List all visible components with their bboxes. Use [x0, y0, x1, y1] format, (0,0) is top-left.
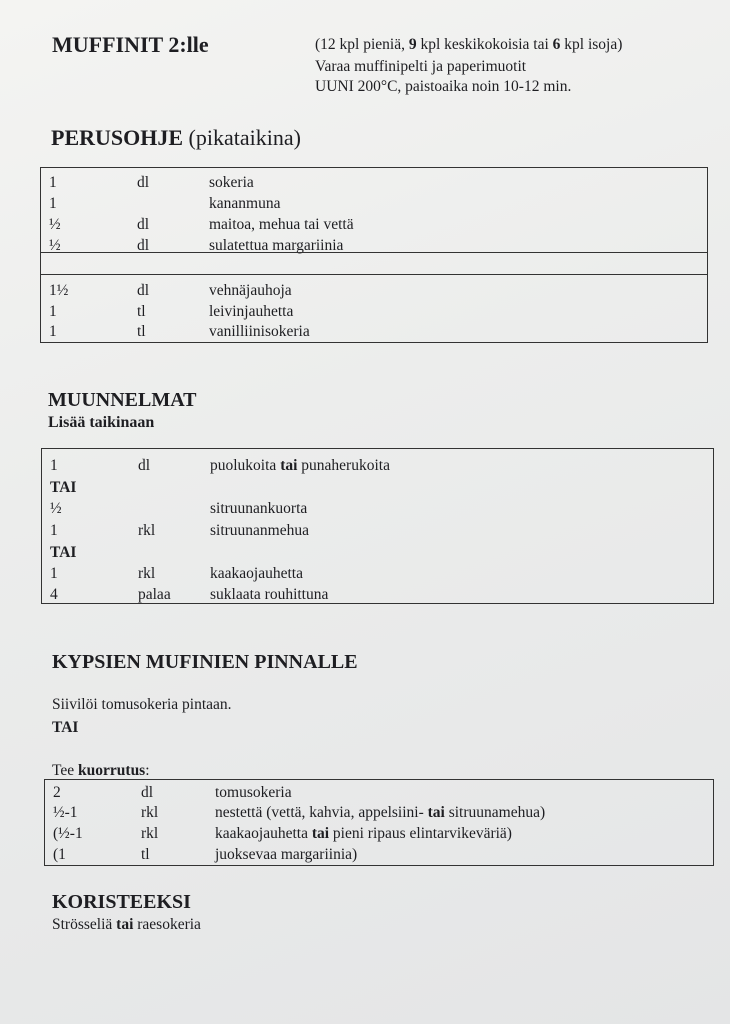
unit: dl	[141, 784, 154, 801]
basic-title-rest: (pikataikina)	[183, 125, 301, 150]
frosting-table	[44, 779, 714, 866]
qty: ½	[50, 500, 62, 517]
qty: 4	[50, 586, 58, 603]
qty: 1	[50, 522, 58, 539]
unit: tl	[137, 323, 146, 340]
unit: palaa	[138, 586, 171, 603]
table-divider	[41, 274, 707, 275]
ingredient: sulatettua margariinia	[209, 237, 344, 254]
topping-heading: KYPSIEN MUFINIEN PINNALLE	[52, 651, 358, 673]
qty: (½-1	[53, 825, 83, 842]
ingredient: sitruunanmehua	[210, 522, 310, 539]
unit: dl	[137, 282, 150, 299]
unit: dl	[137, 216, 150, 233]
ingredient: juoksevaa margariinia)	[215, 846, 358, 863]
decoration-text	[52, 916, 201, 934]
qty: ½	[49, 237, 61, 254]
yield-open: (12 kpl pieniä,	[315, 36, 409, 53]
unit: rkl	[141, 825, 159, 842]
unit: rkl	[141, 804, 159, 821]
qty: ½-1	[53, 804, 78, 821]
ingredient	[210, 457, 390, 475]
qty: (1	[53, 846, 66, 863]
ingredient: suklaata rouhittuna	[210, 586, 329, 603]
ingredient-part: pieni ripaus elintarvikeväriä)	[329, 825, 512, 842]
ingredient-part: punaherukoita	[297, 457, 390, 474]
topping-or-label: TAI	[52, 719, 79, 736]
ingredient-part: kaakaojauhetta	[215, 825, 312, 842]
ingredient-part: puolukoita	[210, 457, 281, 474]
ingredient-part: sitruunamehua)	[444, 804, 546, 821]
unit: dl	[137, 237, 150, 254]
ingredient: tomusokeria	[215, 784, 292, 801]
ingredient: kananmuna	[209, 195, 281, 212]
recipe-title: MUFFINIT 2:lle	[52, 32, 209, 57]
decoration-text-a: Strösseliä	[52, 916, 117, 933]
ingredient-part: nestettä (vettä, kahvia, appelsiini-	[215, 804, 428, 821]
equipment-line: Varaa muffinipelti ja paperimuotit	[315, 58, 527, 75]
unit: tl	[137, 303, 146, 320]
frosting-intro	[52, 762, 150, 780]
variations-subheading: Lisää taikinaan	[48, 414, 155, 431]
basic-title-bold: PERUSOHJE	[51, 125, 184, 150]
qty: 1	[49, 195, 57, 212]
frosting-intro-b: :	[145, 762, 150, 779]
or-word: tai	[311, 825, 330, 842]
variations-table	[41, 448, 714, 604]
oven-line: UUNI 200°C, paistoaika noin 10-12 min.	[315, 78, 572, 95]
qty: 1	[49, 323, 57, 340]
yield-mid: kpl keskikokoisia tai	[416, 36, 553, 53]
qty: ½	[49, 216, 61, 233]
yield-large-count: 6	[552, 36, 561, 53]
ingredient	[215, 825, 512, 843]
or-word: tai	[280, 457, 298, 474]
sieve-instruction: Siivilöi tomusokeria pintaan.	[52, 696, 232, 713]
unit: tl	[141, 846, 150, 863]
yield-medium-count: 9	[408, 36, 417, 53]
basic-ingredients-table	[40, 167, 708, 343]
or-word: tai	[427, 804, 445, 821]
frosting-intro-a: Tee	[52, 762, 79, 779]
ingredient: kaakaojauhetta	[210, 565, 303, 582]
decoration-heading: KORISTEEKSI	[52, 891, 191, 913]
yield-close: kpl isoja)	[560, 36, 623, 53]
ingredient: sitruunankuorta	[210, 500, 308, 517]
or-label: TAI	[50, 479, 77, 496]
qty: 1	[50, 457, 58, 474]
qty: 2	[53, 784, 61, 801]
qty: 1½	[49, 282, 69, 299]
unit: dl	[138, 457, 151, 474]
yield-line	[315, 36, 622, 54]
unit: rkl	[138, 565, 156, 582]
basic-recipe-heading	[51, 125, 301, 151]
unit: dl	[137, 174, 150, 191]
decoration-text-b: raesokeria	[133, 916, 201, 933]
qty: 1	[50, 565, 58, 582]
ingredient: maitoa, mehua tai vettä	[209, 216, 354, 233]
table-divider	[41, 252, 707, 253]
or-word: tai	[116, 916, 134, 933]
or-label: TAI	[50, 544, 77, 561]
ingredient: vanilliinisokeria	[209, 323, 310, 340]
frosting-word: kuorrutus	[78, 762, 146, 779]
variations-heading: MUUNNELMAT	[48, 389, 197, 411]
unit: rkl	[138, 522, 156, 539]
qty: 1	[49, 174, 57, 191]
ingredient	[215, 804, 545, 822]
qty: 1	[49, 303, 57, 320]
ingredient: sokeria	[209, 174, 254, 191]
ingredient: leivinjauhetta	[209, 303, 294, 320]
ingredient: vehnäjauhoja	[209, 282, 292, 299]
